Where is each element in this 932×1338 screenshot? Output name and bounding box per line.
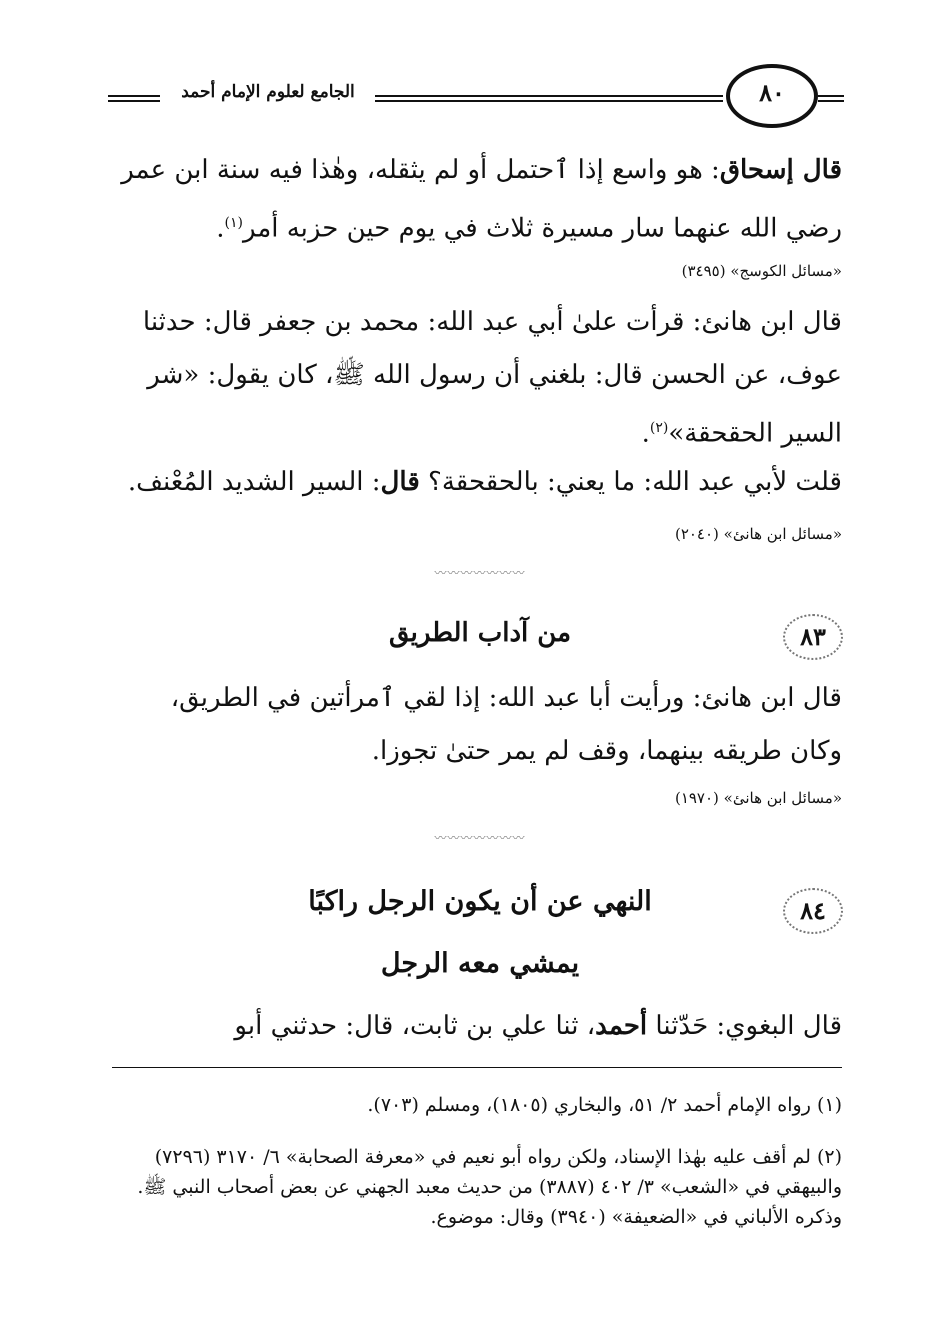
footnote-number: (٢): [816, 1146, 842, 1168]
section-title: النهي عن أن يكون الرجل راكبًا: [308, 886, 652, 917]
paragraph-text: : هو واسع إذا ٱحتمل أو لم يثقله، وهٰذا فيه سنة ابن عمر رضي الله عنهما سار مسيرة ثلاث في يوم حين حزبه أمر: [121, 155, 842, 244]
page-number: ٨٠: [759, 78, 785, 107]
section-number: ٨٣: [800, 622, 826, 651]
footnote-ref[interactable]: (٢): [649, 420, 669, 436]
paragraph-question: قلت لأبي عبد الله: ما يعني: بالحقحقة؟ قال: السير الشديد المُعْنف.: [127, 467, 842, 497]
section-title-line2: يمشي معه الرجل: [380, 948, 580, 979]
source-citation: «مسائل ابن هانئ» (١٩٧٠): [674, 789, 842, 807]
paragraph-ibn-hani: قال ابن هانئ: قرأت علىٰ أبي عبد الله: محمد بن جعفر قال: حدثنا عوف، عن الحسن قال: بلغني أن رسول الله ﷺ، كان يقول: «شر السير الحقحقة»$^{(٢)}$.: [142, 307, 842, 449]
ornament-divider: 〰〰〰〰〰〰〰: [434, 566, 526, 580]
ornament-divider: 〰〰〰〰〰〰〰: [434, 831, 526, 845]
paragraph-text: قال ابن هانئ: قرأت علىٰ أبي عبد الله: محمد بن جعفر قال: حدثنا عوف، عن الحسن قال: بلغني أن رسول الله ﷺ، كان يقول: «شر السير الحقحقة»: [142, 307, 842, 449]
section-title: من آداب الطريق: [388, 618, 572, 648]
footnote-ref[interactable]: (١): [224, 215, 243, 231]
running-title: الجامع لعلوم الإمام أحمد: [181, 82, 355, 102]
speaker-label: قال: [380, 467, 420, 497]
source-citation: «مسائل الكوسج» (٣٤٩٥): [681, 262, 842, 280]
footnote-number: (١): [816, 1094, 842, 1116]
footnote-text: لم أقف عليه بهٰذا الإسناد، ولكن رواه أبو نعيم في «معرفة الصحابة» ٦/ ٣١٧٠ (٧٢٩٦) والبيهقي في «الشعب» ٣/ ٤٠٢ (٣٨٨٧) من حديث معبد الجهني عن بعض أصحاب النبي ﷺ. وذكره الألباني في «الضعيفة» (٣٩٤٠) وقال: موضوع.: [137, 1146, 842, 1228]
footnote: [112, 1142, 842, 1232]
footnote-text: رواه الإمام أحمد ٢/ ٥١، والبخاري (١٨٠٥)، ومسلم (٧٠٣).: [367, 1094, 811, 1116]
speaker-label: قال إسحاق: [719, 155, 842, 185]
source-citation: «مسائل ابن هانئ» (٢٠٤٠): [674, 525, 842, 543]
section-number: ٨٤: [800, 896, 826, 925]
paragraph-ishaq: قال إسحاق: هو واسع إذا ٱحتمل أو لم يثقله، وهٰذا فيه سنة ابن عمر رضي الله عنهما سار مسيرة ثلاث في يوم حين حزبه أمر$^{(١)}$.: [121, 155, 842, 244]
paragraph-text: قال ابن هانئ: ورأيت أبا عبد الله: إذا لقي ٱمرأتين في الطريق، وكان طريقه بينهما، وقف لم يمر حتىٰ تجوزا.: [170, 683, 842, 766]
footnote-separator: [112, 1067, 842, 1068]
footnote: [112, 1090, 842, 1120]
paragraph-baghawi: قال البغوي: حَدّثنا أحمد، ثنا علي بن ثابت، قال: حدثني أبو: [234, 1011, 842, 1041]
